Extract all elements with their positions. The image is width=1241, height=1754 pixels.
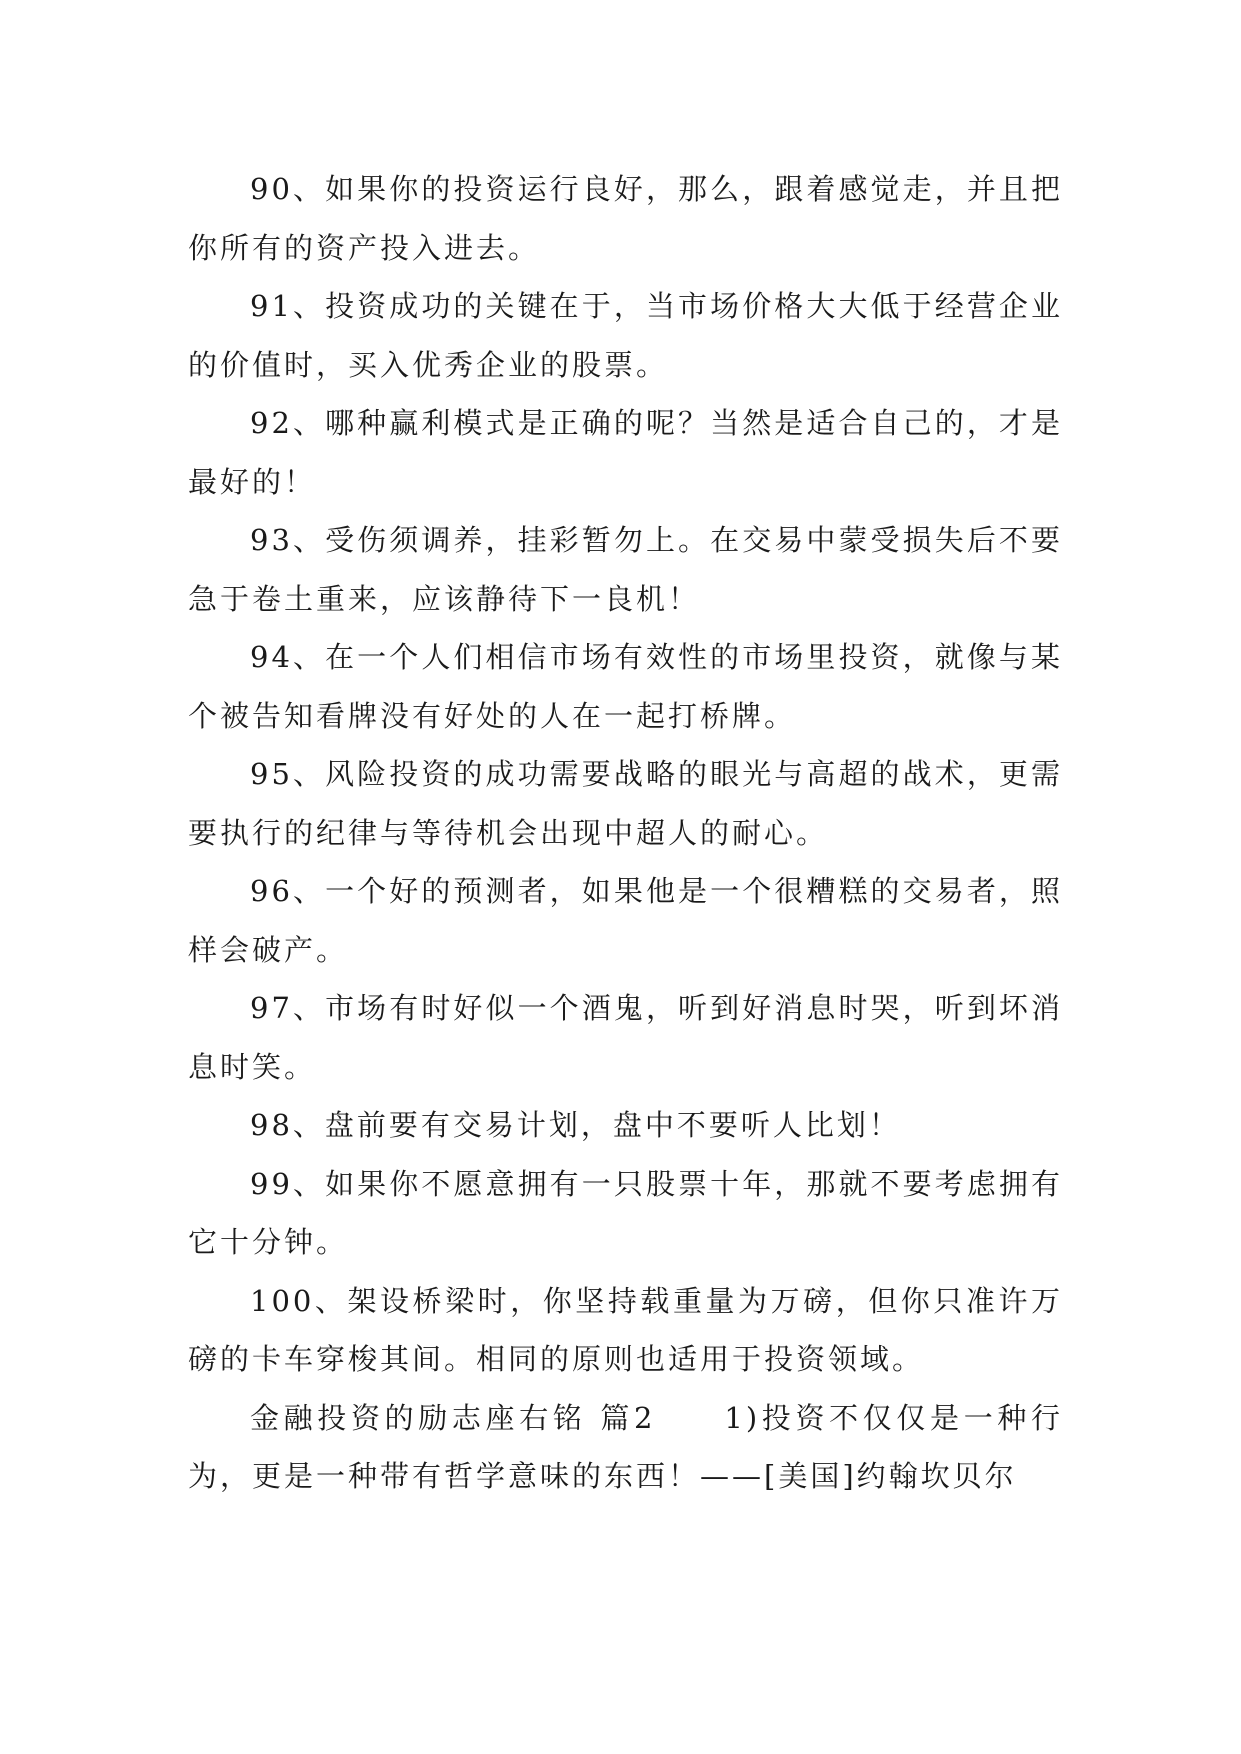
paragraph-93: 93、受伤须调养，挂彩暂勿上。在交易中蒙受损失后不要急于卷土重来，应该静待下一良机！ <box>188 523 1063 616</box>
paragraph-99: 99、如果你不愿意拥有一只股票十年，那就不要考虑拥有它十分钟。 <box>188 1166 1063 1259</box>
section-heading-paragraph: 金融投资的励志座右铭 篇2 1)投资不仅仅是一种行为，更是一种带有哲学意味的东西！——[美国]约翰坎贝尔 <box>188 1400 1063 1493</box>
paragraph-98: 98、盘前要有交易计划，盘中不要听人比划！ <box>250 1108 901 1142</box>
paragraph-96: 96、一个好的预测者，如果他是一个很糟糕的交易者，照样会破产。 <box>188 874 1063 967</box>
paragraph-94: 94、在一个人们相信市场有效性的市场里投资，就像与某个被告知看牌没有好处的人在一起打桥牌。 <box>188 640 1063 733</box>
paragraph-92: 92、哪种赢利模式是正确的呢？当然是适合自己的，才是最好的！ <box>188 406 1063 499</box>
paragraph-100: 100、架设桥梁时，你坚持载重量为万磅，但你只准许万磅的卡车穿梭其间。相同的原则也适用于投资领域。 <box>188 1283 1063 1376</box>
paragraph-90: 90、如果你的投资运行良好，那么，跟着感觉走，并且把你所有的资产投入进去。 <box>188 172 1063 265</box>
paragraph-95: 95、风险投资的成功需要战略的眼光与高超的战术，更需要执行的纪律与等待机会出现中超人的耐心。 <box>188 757 1063 850</box>
document-body <box>188 160 1063 1506</box>
paragraph-97: 97、市场有时好似一个酒鬼，听到好消息时哭，听到坏消息时笑。 <box>188 991 1063 1084</box>
paragraph-91: 91、投资成功的关键在于，当市场价格大大低于经营企业的价值时，买入优秀企业的股票。 <box>188 289 1063 382</box>
